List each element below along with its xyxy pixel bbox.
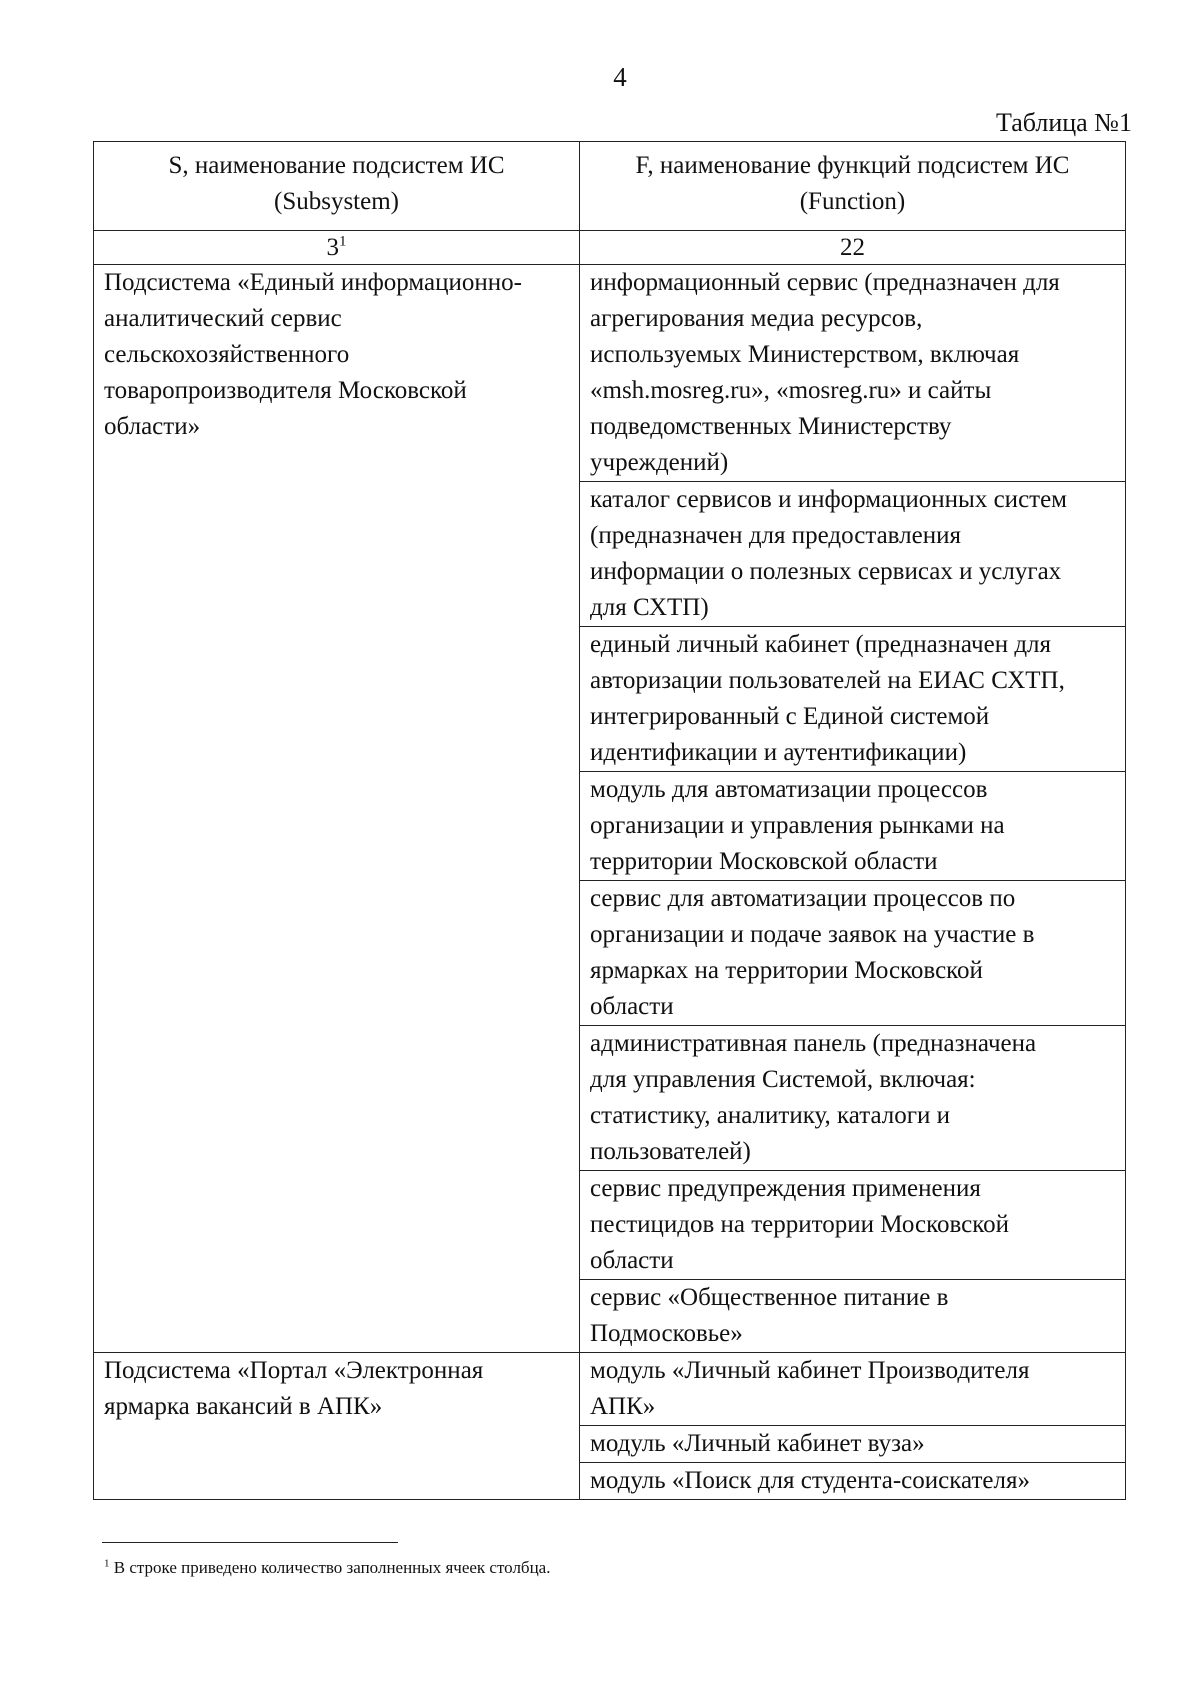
function-cell [580,482,1126,627]
subsystem-line: аналитический сервис [104,305,342,332]
function-line: области [590,1247,674,1274]
function-line: «msh.mosreg.ru», «mosreg.ru» и сайты [590,377,992,404]
function-cell [580,1463,1126,1500]
function-line: подведомственных Министерству [590,413,952,440]
function-line: учреждений) [590,449,729,476]
function-line: для СХТП) [590,594,709,621]
function-line: ярмарках на территории Московской [590,957,983,984]
function-cell [580,1426,1126,1463]
function-line: административная панель (предназначена [590,1030,1037,1057]
table-label: Таблица №1 [995,108,1132,137]
function-line: авторизации пользователей на ЕИАС СХТП, [590,667,1065,694]
function-line: модуль для автоматизации процессов [590,776,988,803]
function-line: единый личный кабинет (предназначен для [590,631,1052,658]
function-line: Подмосковье» [590,1320,743,1347]
function-cell [580,772,1126,881]
footnote-rule [102,1542,398,1543]
page-number: 4 [613,62,627,92]
function-line: модуль «Личный кабинет Производителя [590,1357,1030,1384]
subsystem-line: ярмарка вакансий в АПК» [104,1393,383,1420]
count-value: 22 [840,234,865,261]
subsystem-cell [94,1353,580,1500]
function-line: используемых Министерством, включая [590,341,1020,368]
table-row [94,265,1126,482]
subsystem-line: товаропроизводителя Московской [104,377,467,404]
subsystem-line: Подсистема «Единый информационно- [104,269,522,296]
count-subsystem [94,231,580,265]
function-line: модуль «Поиск для студента-соискателя» [590,1467,1030,1494]
subsystem-line: области» [104,413,201,440]
function-line: области [590,993,674,1020]
function-line: сервис для автоматизации процессов по [590,885,1016,912]
functions-table [93,141,1126,1500]
function-cell [580,627,1126,772]
function-line: модуль «Личный кабинет вуза» [590,1430,925,1457]
footnote-marker: 1 [104,1557,110,1570]
function-line: интегрированный с Единой системой [590,703,990,730]
header-function [580,142,1126,231]
function-cell [580,1280,1126,1353]
count-row [94,231,1126,265]
function-line: каталог сервисов и информационных систем [590,486,1068,513]
function-line: территории Московской области [590,848,938,875]
function-line: информации о полезных сервисах и услугах [590,558,1062,585]
header-line: (Subsystem) [274,188,399,215]
function-line: для управления Системой, включая: [590,1066,976,1093]
function-line: АПК» [590,1393,656,1420]
function-line: статистику, аналитику, каталоги и [590,1102,951,1129]
footnote [104,1558,550,1578]
function-cell [580,1171,1126,1280]
function-line: пользователей) [590,1138,751,1165]
count-value: 3 [326,234,339,261]
subsystem-cell [94,265,580,1353]
count-function [580,231,1126,265]
footnote-ref: 1 [339,233,347,250]
function-line: агрегирования медиа ресурсов, [590,305,923,332]
function-line: (предназначен для предоставления [590,522,961,549]
header-subsystem [94,142,580,231]
header-line: S, наименование подсистем ИС [168,152,505,179]
function-line: организации и управления рынками на [590,812,1005,839]
function-line: идентификации и аутентификации) [590,739,967,766]
function-cell [580,1026,1126,1171]
function-cell [580,1353,1126,1426]
function-cell [580,881,1126,1026]
function-line: информационный сервис (предназначен для [590,269,1060,296]
table-body [94,142,1126,1500]
function-line: пестицидов на территории Московской [590,1211,1009,1238]
subsystem-line: Подсистема «Портал «Электронная [104,1357,484,1384]
header-line: F, наименование функций подсистем ИС [635,152,1070,179]
subsystem-line: сельскохозяйственного [104,341,350,368]
function-line: сервис предупреждения применения [590,1175,981,1202]
function-cell [580,265,1126,482]
function-line: сервис «Общественное питание в [590,1284,949,1311]
footnote-text: В строке приведено количество заполненных ячеек столбца. [113,1558,551,1577]
function-line: организации и подаче заявок на участие в [590,921,1035,948]
table-row [94,1353,1126,1426]
header-line: (Function) [799,188,906,215]
header-row [94,142,1126,231]
